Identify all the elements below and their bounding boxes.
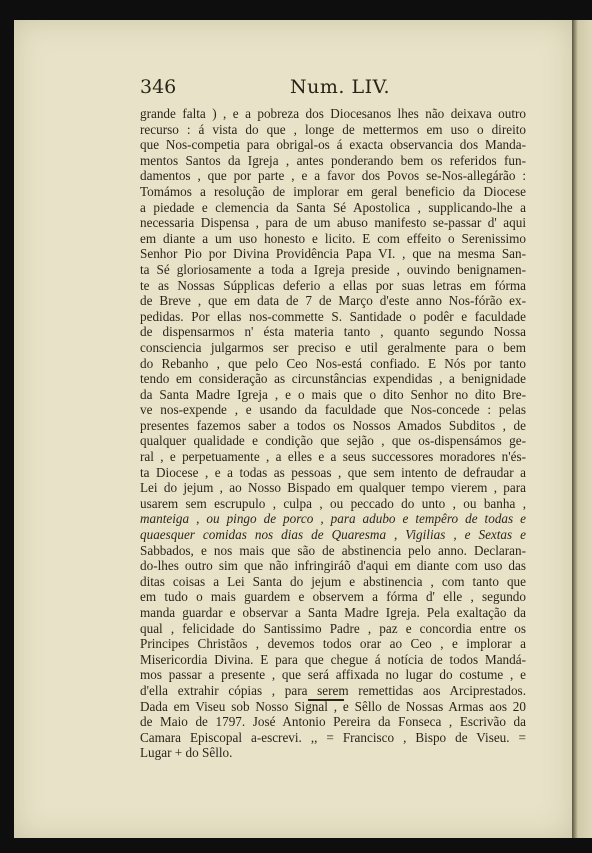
text-line: presentes fazemos saber a todos os Nossos Amados Subditos , de: [140, 417, 526, 433]
text-line: Camara Episcopal a-escrevi. ,, = Francisco , Bispo de Viseu. =: [140, 729, 526, 745]
text-line: ral , e perpetuamente , a elles e a seus successores moradores n'és-: [140, 449, 526, 465]
text-line: a piedade e clemencia da Santa Sé Apostolica , supplicando-lhe a: [140, 199, 526, 215]
text-line: do Rebanho , que pelo Ceo Nos-está confiado. E Nós por tanto: [140, 355, 526, 371]
text-line-italic: quaesquer comidas nos dias de Quaresma , Vigilias , e Sextas e: [140, 527, 526, 543]
text-line: da Santa Madre Igreja , e o mais que o dito Senhor no dito Bre-: [140, 386, 526, 402]
text-line: Misericordia Divina. E para que chegue á notícia de todos Mandá-: [140, 651, 526, 667]
text-line: mos passar a presente , que será affixada no lugar do costume , e: [140, 667, 526, 683]
text-line: manda guardar e observar a Santa Madre Igreja. Pela exaltação da: [140, 605, 526, 620]
text-line: em diante a um uso honesto e licito. E com effeito o Serenissimo: [140, 230, 526, 246]
text-line: do-lhes outro sim que não infringiráõ d'aqui em diante com uso das: [140, 558, 526, 574]
text-line: damentos , que por parte , e a favor dos Povos se-Nos-allegárão :: [140, 168, 526, 184]
page-title: Num. LIV.: [290, 76, 391, 98]
text-line: de Maio de 1797. José Antonio Pereira da Fonseca , Escrivão da: [140, 714, 526, 730]
running-head: [140, 76, 460, 100]
text-line: Lei do jejum , ao Nosso Bispado em qualquer tempo vierem , para: [140, 480, 526, 496]
text-line: ta Sé gloriosamente a toda a Igreja preside , ouvindo benignamen-: [140, 261, 526, 277]
page-number: 346: [140, 76, 177, 98]
text-line: d'ella extrahir cópias , para serem remettidas aos Arciprestados.: [140, 682, 526, 698]
text-line: grande falta ) , e a pobreza dos Diocesanos lhes não deixava outro: [140, 106, 526, 121]
text-line: Dada em Viseu sob Nosso Signal , e Sêllo de Nossas Armas aos 20: [140, 698, 526, 714]
text-line: de dispensarmos n' ésta materia tanto , quanto segundo Nossa: [140, 324, 526, 340]
text-line: em tudo o mais guardem e observem a fórma d' elle , segundo: [140, 589, 526, 605]
next-page-edge: [572, 20, 592, 838]
text-line: Lugar + do Sêllo.: [140, 745, 233, 761]
text-line: qualquer qualidade e condição que sejão , que os-dispensámos ge-: [140, 433, 526, 449]
text-line: ditas coisas a Lei Santa do jejum e abstinencia , com tanto que: [140, 573, 526, 589]
text-line: recurso : á vista do que , longe de mettermos em uso o direito: [140, 121, 526, 137]
body-text: [140, 106, 526, 761]
text-line: tendo em consideração as circunstâncias expendidas , a benignidade: [140, 371, 526, 387]
text-line: usarem sem escrupulo , culpa , ou peccado do unto , ou banha ,: [140, 495, 526, 511]
text-line-italic: manteiga , ou pingo de porco , para adubo e tempêro de todas e: [140, 511, 526, 527]
text-line: qual , felicidade do Santissimo Padre , paz e concordia entre os: [140, 620, 526, 636]
end-rule: [308, 699, 344, 701]
text-line: mentos Santos da Igreja , antes ponderando bem os referidos fun-: [140, 152, 526, 168]
text-line: Tomámos a resolução de implorar em geral beneficio da Diocese: [140, 183, 526, 199]
text-line: ve nos-expende , e usando da faculdade que Nos-concede : pelas: [140, 402, 526, 418]
text-line: pedidas. Por ellas nos-commette S. Santidade o podêr e faculdade: [140, 308, 526, 324]
text-line: consciencia julgarmos ser preciso e util geralmente para o bem: [140, 339, 526, 355]
text-line: ta Diocese , e a todas as pessoas , que sem intento de defraudar a: [140, 464, 526, 480]
text-line: te as Nossas Súpplicas deferio a ellas por suas letras em fórma: [140, 277, 526, 293]
text-line: Principes Christãos , devemos todos orar ao Ceo , e implorar a: [140, 636, 526, 652]
text-line: Senhor Pio por Divina Providência Papa VI. , que na mesma San-: [140, 246, 526, 262]
text-line: necessaria Dispensa , para de um abuso manifesto se-passar d' aqui: [140, 215, 526, 231]
text-line: que Nos-competia para obrigal-os á exacta observancia dos Manda-: [140, 137, 526, 153]
text-line: Sabbados, e nos mais que são de abstinencia pelo anno. Declaran-: [140, 542, 526, 558]
text-line: de Breve , que em data de 7 de Março d'este anno Nos-fórão ex-: [140, 293, 526, 309]
